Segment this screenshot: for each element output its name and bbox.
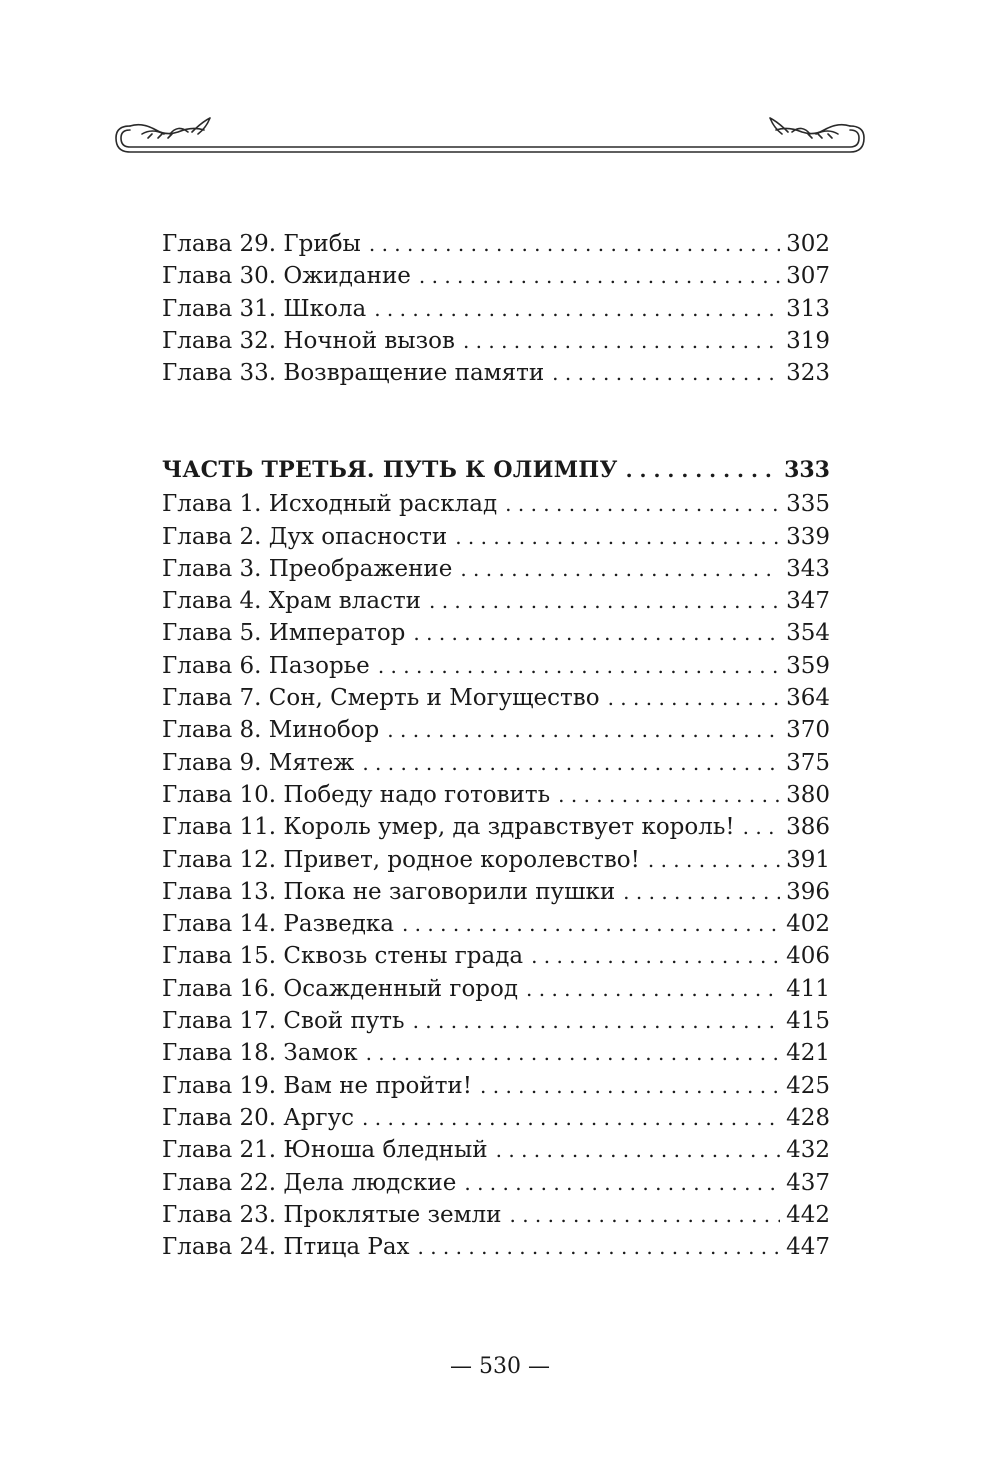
toc-entry-page: 402: [786, 911, 830, 938]
toc-entry-page: 380: [786, 781, 830, 808]
toc-entry-page: 391: [786, 846, 830, 873]
leader-dots: [419, 260, 780, 292]
toc-entry[interactable]: [162, 1167, 830, 1199]
toc-entry-page: 437: [786, 1169, 830, 1196]
toc-entry-page: 428: [786, 1104, 830, 1131]
leader-dots: [648, 844, 780, 876]
toc-entry-page: 323: [786, 360, 830, 387]
toc-lower-list: [162, 488, 830, 1263]
toc-entry-page: 364: [786, 685, 830, 712]
toc-upper: [162, 228, 830, 389]
toc-entry[interactable]: [162, 779, 830, 811]
leader-dots: [429, 585, 780, 617]
toc-entry[interactable]: [162, 1231, 830, 1263]
toc-entry-title: Глава 33. Возвращение памяти: [162, 360, 545, 387]
toc-entry-page: 432: [786, 1137, 830, 1164]
leader-dots: [460, 553, 780, 585]
leader-dots: [366, 1037, 780, 1069]
toc-entry[interactable]: [162, 811, 830, 843]
toc-entry-title: Глава 2. Дух опасности: [162, 523, 448, 550]
toc-entry-page: 347: [786, 588, 830, 615]
leader-dots: [413, 617, 780, 649]
toc-entry-title: Глава 21. Юноша бледный: [162, 1137, 488, 1164]
toc-entry-title: Глава 1. Исходный расклад: [162, 491, 498, 518]
toc-entry-page: 425: [786, 1072, 830, 1099]
toc-entry-title: Глава 9. Мятеж: [162, 749, 355, 776]
leader-dots: [626, 454, 780, 486]
toc-entry[interactable]: [162, 521, 830, 553]
leader-dots: [526, 973, 780, 1005]
toc-entry-title: Глава 29. Грибы: [162, 231, 361, 257]
toc-entry[interactable]: [162, 973, 830, 1005]
toc-entry-page: 370: [786, 717, 830, 744]
toc-entry-page: 335: [786, 491, 830, 518]
toc-entry-page: 339: [786, 523, 830, 550]
toc-entry-title: Глава 3. Преображение: [162, 555, 453, 582]
toc-entry-page: 396: [786, 878, 830, 905]
toc-entry[interactable]: [162, 293, 830, 325]
toc-entry-page: 319: [786, 327, 830, 354]
toc-entry[interactable]: [162, 682, 830, 714]
toc-entry[interactable]: [162, 876, 830, 908]
toc-entry-title: Глава 24. Птица Рах: [162, 1234, 410, 1261]
leader-dots: [552, 357, 780, 389]
toc-entry[interactable]: [162, 1070, 830, 1102]
toc-entry-title: Глава 12. Привет, родное королевство!: [162, 846, 640, 873]
toc-entry-page: 447: [786, 1234, 830, 1261]
toc-entry[interactable]: [162, 260, 830, 292]
toc-entry-title: Глава 30. Ожидание: [162, 263, 411, 290]
toc-entry[interactable]: [162, 617, 830, 649]
toc-entry-page: 411: [786, 975, 830, 1002]
toc-entry[interactable]: [162, 553, 830, 585]
leader-dots: [413, 1005, 780, 1037]
leader-dots: [455, 521, 780, 553]
leader-dots: [464, 1167, 780, 1199]
toc-entry-page: 302: [786, 231, 830, 257]
toc-entry-title: Глава 22. Дела людские: [162, 1169, 457, 1196]
toc-entry[interactable]: [162, 1134, 830, 1166]
toc-entry-title: Глава 13. Пока не заговорили пушки: [162, 878, 616, 905]
toc-entry[interactable]: [162, 325, 830, 357]
toc-entry-page: 343: [786, 555, 830, 582]
toc-entry-title: Глава 23. Проклятые земли: [162, 1201, 502, 1228]
toc-entry-page: 406: [786, 943, 830, 970]
leader-dots: [369, 228, 780, 260]
leader-dots: [418, 1231, 781, 1263]
leader-dots: [378, 650, 780, 682]
toc-entry[interactable]: [162, 1005, 830, 1037]
toc-entry-title: Глава 7. Сон, Смерть и Могущество: [162, 685, 600, 712]
toc-entry[interactable]: [162, 1037, 830, 1069]
leader-dots: [608, 682, 780, 714]
toc-entry-page: 386: [786, 814, 830, 841]
toc-entry-title: Глава 17. Свой путь: [162, 1008, 405, 1035]
toc-entry-page: 375: [786, 749, 830, 776]
leader-dots: [496, 1134, 780, 1166]
leader-dots: [362, 1102, 780, 1134]
toc-entry[interactable]: [162, 714, 830, 746]
toc-entry[interactable]: [162, 1102, 830, 1134]
toc-entry[interactable]: [162, 650, 830, 682]
toc-entry[interactable]: [162, 908, 830, 940]
toc-entry-title: Глава 11. Король умер, да здравствует король!: [162, 814, 735, 841]
toc-entry-title: Глава 31. Школа: [162, 295, 367, 322]
leader-dots: [743, 811, 780, 843]
part-heading[interactable]: [162, 454, 830, 486]
toc-entry[interactable]: [162, 228, 830, 260]
toc-entry[interactable]: [162, 488, 830, 520]
toc-entry[interactable]: [162, 747, 830, 779]
toc-entry-title: Глава 15. Сквозь стены града: [162, 943, 524, 970]
part-page: 333: [784, 457, 830, 483]
toc-entry-title: Глава 20. Аргус: [162, 1104, 355, 1131]
toc-entry-title: Глава 18. Замок: [162, 1040, 358, 1067]
leader-dots: [505, 488, 780, 520]
leader-dots: [480, 1070, 780, 1102]
leader-dots: [623, 876, 780, 908]
header-ornament-icon: [112, 112, 868, 160]
leader-dots: [558, 779, 780, 811]
toc-entry-title: Глава 19. Вам не пройти!: [162, 1072, 473, 1099]
leader-dots: [387, 714, 780, 746]
toc-entry-page: 313: [786, 295, 830, 322]
toc-entry-title: Глава 8. Минобор: [162, 717, 380, 744]
leader-dots: [374, 293, 780, 325]
leader-dots: [362, 747, 780, 779]
toc-entry-page: 307: [786, 263, 830, 290]
part-title: ЧАСТЬ ТРЕТЬЯ. ПУТЬ К ОЛИМПУ: [162, 457, 618, 483]
toc-entry-page: 354: [786, 620, 830, 647]
toc-entry-title: Глава 10. Победу надо готовить: [162, 781, 551, 808]
toc-entry-page: 359: [786, 652, 830, 679]
toc-entry-title: Глава 32. Ночной вызов: [162, 327, 455, 354]
toc-entry[interactable]: [162, 585, 830, 617]
toc-entry-title: Глава 4. Храм власти: [162, 588, 421, 615]
toc-entry[interactable]: [162, 940, 830, 972]
toc-entry-page: 415: [786, 1008, 830, 1035]
leader-dots: [402, 908, 780, 940]
toc-entry-title: Глава 6. Пазорье: [162, 652, 370, 679]
leader-dots: [463, 325, 780, 357]
toc-entry-title: Глава 16. Осажденный город: [162, 975, 519, 1002]
leader-dots: [531, 940, 780, 972]
toc-entry[interactable]: [162, 357, 830, 389]
toc-entry[interactable]: [162, 1199, 830, 1231]
toc-lower: [162, 454, 830, 1263]
toc-entry-title: Глава 14. Разведка: [162, 911, 394, 938]
toc-entry-page: 421: [786, 1040, 830, 1067]
leader-dots: [509, 1199, 780, 1231]
toc-entry[interactable]: [162, 844, 830, 876]
toc-entry-title: Глава 5. Император: [162, 620, 406, 647]
toc-entry-page: 442: [786, 1201, 830, 1228]
page-number: — 530 —: [450, 1354, 550, 1379]
